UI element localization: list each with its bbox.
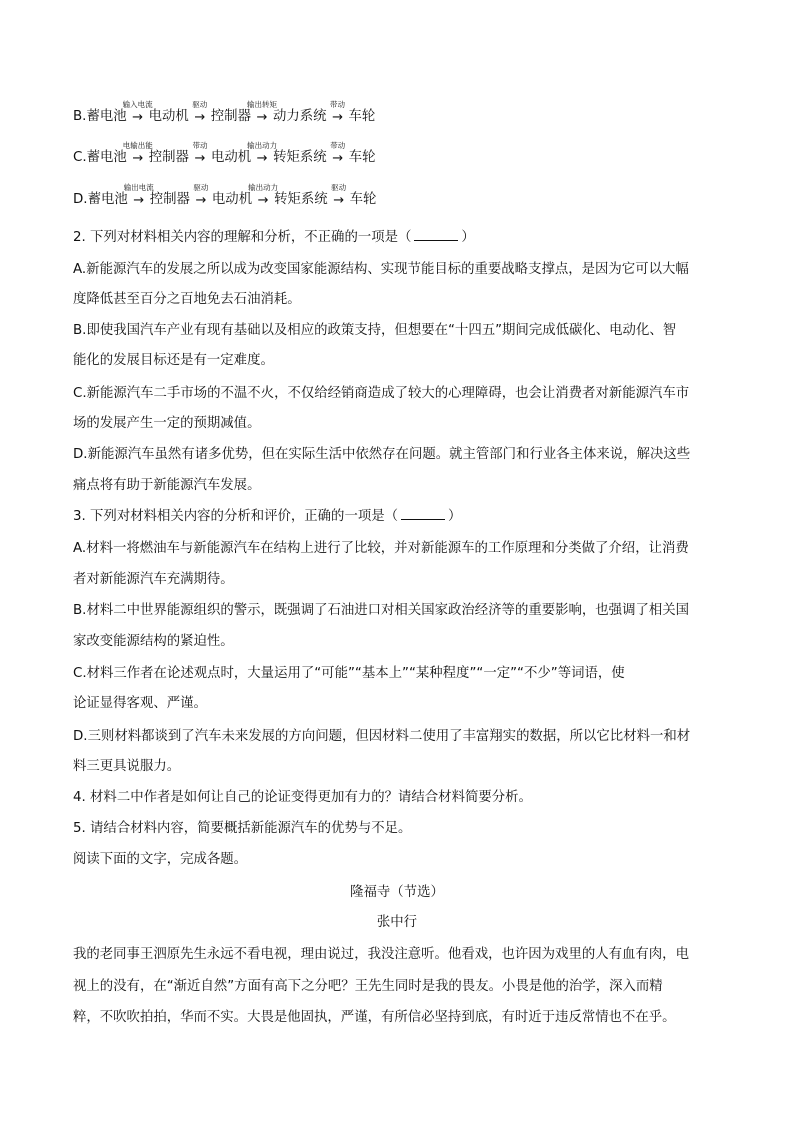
question-3-option-d-line-2: 料三更具说服力。 xyxy=(73,759,181,774)
answer-blank[interactable] xyxy=(401,507,445,520)
question-3-option-c-line-1: C.材料三作者在论述观点时，大量运用了“可能”“基本上”“某种程度”“一定”“不少”等词语，使 xyxy=(73,666,625,681)
flow-arrow xyxy=(246,100,277,127)
flow-arrow xyxy=(247,141,278,168)
flow-arrow xyxy=(189,141,211,168)
flow-step: 车轮 xyxy=(348,109,376,124)
arrow-label: 驱动 xyxy=(193,183,209,192)
question-2-option-a-line-2: 度降低甚至百分之百地免去石油消耗。 xyxy=(73,292,301,307)
question-2-option-c-line-1: C.新能源汽车二手市场的不温不火，不仅给经销商造成了较大的心理障碍，也会让消费者对新能源汽车市 xyxy=(73,386,690,401)
flow-step: 动力系统 xyxy=(272,109,327,124)
question-2-stem: 2. 下列对材料相关内容的理解和分析，不正确的一项是（ ） xyxy=(73,230,475,245)
question-3-option-b-line-1: B.材料二中世界能源组织的警示，既强调了石油进口对相关国家政治经济等的重要影响，也强调了相关国 xyxy=(73,603,690,618)
right-arrow-icon: → xyxy=(195,193,207,208)
question-2-option-b-line-1: B.即使我国汽车产业有现有基础以及相应的政策支持，但想要在“十四五”期间完成低碳化、电动化、智 xyxy=(73,323,677,338)
flow-step: 蓄电池 xyxy=(87,192,128,207)
flow-step: 蓄电池 xyxy=(86,109,127,124)
reading-instruction: 阅读下面的文字，完成各题。 xyxy=(73,852,248,867)
option-prefix: D. xyxy=(73,192,88,207)
question-3-stem: 3. 下列对材料相关内容的分析和评价，正确的一项是（ ） xyxy=(73,509,462,524)
right-arrow-icon: → xyxy=(132,151,144,166)
option-flow-c xyxy=(73,141,376,168)
flow-step: 蓄电池 xyxy=(86,150,127,165)
option-prefix: B. xyxy=(73,109,87,124)
answer-blank[interactable] xyxy=(414,228,458,241)
question-2-option-d-line-2: 痛点将有助于新能源汽车发展。 xyxy=(73,478,261,493)
arrow-label: 输入电流 xyxy=(122,100,153,109)
right-arrow-icon: → xyxy=(194,151,206,166)
arrow-label: 电输出能 xyxy=(122,141,153,150)
article-author: 张中行 xyxy=(376,915,418,930)
question-2-option-b-line-2: 能化的发展目标还是有一定难度。 xyxy=(73,353,274,368)
flow-arrow xyxy=(248,183,279,210)
flow-step: 车轮 xyxy=(349,192,377,207)
arrow-label: 输出转矩 xyxy=(246,100,277,109)
flow-arrow xyxy=(122,100,153,127)
flow-step: 电动机 xyxy=(210,150,252,165)
question-4: 4. 材料二中作者是如何让自己的论证变得更加有力的？请结合材料简要分析。 xyxy=(73,790,532,805)
flow-arrow xyxy=(328,183,350,210)
question-3-option-a-line-1: A.材料一将燃油车与新能源汽车在结构上进行了比较，并对新能源车的工作原理和分类做了介绍，让消费 xyxy=(73,541,689,556)
arrow-label: 带动 xyxy=(330,141,346,150)
flow-arrow xyxy=(327,141,349,168)
arrow-label: 输出电流 xyxy=(123,183,154,192)
question-3-option-d-line-1: D.三则材料都谈到了汽车未来发展的方向问题，但因材料二使用了丰富翔实的数据，所以它比材料一和材 xyxy=(73,729,691,744)
right-arrow-icon: → xyxy=(332,151,344,166)
flow-step: 车轮 xyxy=(348,150,376,165)
article-line-3: 粹，不吹吹拍拍，华而不实。大畏是他固执，严谨，有所信必坚持到底，有时近于违反常情也不在乎。 xyxy=(73,1010,676,1025)
flow-step: 电动机 xyxy=(211,192,253,207)
flow-arrow xyxy=(123,183,154,210)
flow-step: 控制器 xyxy=(149,192,190,207)
right-arrow-icon: → xyxy=(257,193,269,208)
question-2-option-c-line-2: 场的发展产生一定的预期减值。 xyxy=(73,416,261,431)
arrow-label: 驱动 xyxy=(331,183,347,192)
flow-arrow xyxy=(189,100,211,127)
right-arrow-icon: → xyxy=(256,110,268,125)
flow-step: 转矩系统 xyxy=(274,192,328,207)
flow-step: 控制器 xyxy=(210,109,251,124)
article-line-1: 我的老同事王泗原先生永远不看电视，理由说过，我没注意听。他看戏，也许因为戏里的人有血有肉，电 xyxy=(73,947,689,962)
arrow-label: 驱动 xyxy=(192,100,208,109)
question-2-option-a-line-1: A.新能源汽车的发展之所以成为改变国家能源结构、实现节能目标的重要战略支撑点，是因为它可以大幅 xyxy=(73,262,689,277)
right-arrow-icon: → xyxy=(133,193,145,208)
arrow-label: 带动 xyxy=(330,100,346,109)
right-arrow-icon: → xyxy=(256,151,268,166)
flow-arrow xyxy=(190,183,212,210)
question-3-option-c-line-2: 论证显得客观、严谨。 xyxy=(73,696,207,711)
question-5: 5. 请结合材料内容，简要概括新能源汽车的优势与不足。 xyxy=(73,821,412,836)
flow-arrow xyxy=(327,100,349,127)
right-arrow-icon: → xyxy=(333,193,345,208)
option-prefix: C. xyxy=(73,150,87,165)
arrow-label: 输出动力 xyxy=(248,183,279,192)
question-2-option-d-line-1: D.新能源汽车虽然有诸多优势，但在实际生活中依然存在问题。就主管部门和行业各主体来说，解决这些 xyxy=(73,447,691,462)
arrow-label: 输出动力 xyxy=(247,141,278,150)
flow-arrow xyxy=(122,141,153,168)
right-arrow-icon: → xyxy=(332,110,343,125)
flow-step: 转矩系统 xyxy=(273,150,327,165)
arrow-label: 带动 xyxy=(192,141,208,150)
question-3-option-b-line-2: 家改变能源结构的紧迫性。 xyxy=(73,634,234,649)
question-3-option-a-line-2: 者对新能源汽车充满期待。 xyxy=(73,572,234,587)
right-arrow-icon: → xyxy=(194,110,206,125)
option-flow-d xyxy=(73,183,377,210)
flow-step: 电动机 xyxy=(148,109,189,124)
right-arrow-icon: → xyxy=(132,110,144,125)
option-flow-b xyxy=(73,100,376,127)
flow-step: 控制器 xyxy=(148,150,189,165)
article-line-2: 视上的没有，在“渐近自然”方面有高下之分吧？王先生同时是我的畏友。小畏是他的治学，深入而精 xyxy=(73,979,663,994)
article-title: 隆福寺（节选） xyxy=(350,885,444,900)
